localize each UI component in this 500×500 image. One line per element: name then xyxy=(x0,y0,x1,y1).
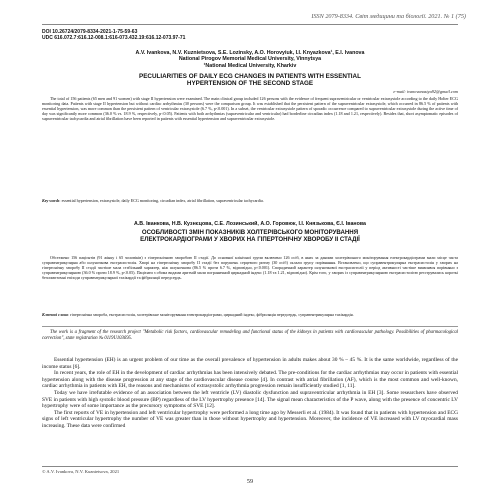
affiliation-2: ¹National Medical University, Kharkiv xyxy=(203,62,297,69)
article-identifiers xyxy=(42,29,458,42)
article-title-english xyxy=(42,73,458,88)
authors-ukrainian: А.В. Іванкова, Н.В. Кузнєцова, С.Е. Лозинський, А.О. Горовюк, І.І. Князькова, Є.І. Іванова xyxy=(134,221,366,227)
journal-issn-header: ISSN 2079-8334. Світ медицини та біології. 2021. № 1 (75) xyxy=(311,13,466,20)
keywords-en-text: : essential hypertension, extrasystole, daily ECG monitoring, circadian index, atrial fibrillation, supraventricular tachycardia. xyxy=(59,198,264,203)
keywords-en-label: Key words xyxy=(42,198,60,203)
title-en-line-1: PECULIARITIES OF DAILY ECG CHANGES IN PATIENTS WITH ESSENTIAL xyxy=(139,73,361,80)
keywords-ua-label: Ключові слова xyxy=(42,312,68,317)
title-en-line-2: HYPERTENSION OF THE SECOND STAGE xyxy=(186,80,314,88)
udc-line: UDC 616.072.7:616.12-008.1:616-073.432.19:616.12-073.97-71 xyxy=(42,35,186,42)
body-paragraph-4: The first reports of VE in hypertension and left ventricular hypertrophy were performed a long time ago by Messerli et al. (1984). It was found that in patients with hypertension and ECG signs of left ventricular hypertrophy the number of VE was greater than in those without hypertrophy and hypertension. Moreover, the incidence of VE increased with LV myocardial mass increasing. These data were confirmed xyxy=(42,409,458,429)
keywords-ua-text: : гіпертонічна хвороба, екстрасистолія, холтерівське моніторування електрокардіограми, циркадний індекс, фібриляція передсердь, суправентрикулярна тахікардія. xyxy=(67,312,354,317)
title-ua-line-2: ЕЛЕКТРОКАРДІОГРАМИ У ХВОРИХ НА ГІПЕРТОНІЧНУ ХВОРОБУ ІІ СТАДІЇ xyxy=(140,236,360,244)
research-project-note: The work is a fragment of the research project "Metabolic risk factors, cardiovascular remodeling and functional status of the kidneys in patients with cardiovascular pathology. Possibilities of pharmacological correction", state registration № 0119U103695. xyxy=(42,330,458,341)
copyright-notice: © A.V. Ivankova, N.V. Kuznietsova, 2021 xyxy=(42,469,120,474)
abstract-english: The total of 156 patients (65 men and 91 women) with stage II hypertension were examined. The main clinical group included 126 persons with the evidence of frequent supraventricular or ventricular extrasystole according to the daily Holter ECG monitoring data. Patients with stage II hypertension but without cardiac arrhythmias (30 persons) were the comparison group. It was established that the persistent pattern of the supraventricular extrasystole, which occurred in 86.5 % of patients with essential hypertension, was more common than the persistent pattern of ventricular extrasystole (6.7 %, p<0.001). In a subset, the ventricular extrasystole pattern of sporadic occurrence compared to supraventricular extrasystole during the active time of day was significantly more common (36.0 % vs. 18.9 %, respectively, p<0.05). Patients with both arrhythmias (supraventricular and ventricular) had borderline circadian index (1.18 and 1.21, respectively). Besides that, short asymptomatic episodes of supraventricular tachycardia and atrial fibrillation have been reported in patients with essential hypertension and supraventricular extrasystole. xyxy=(42,96,458,122)
affiliation-1: National Pirogov Memorial Medical University, Vinnytsya xyxy=(178,56,322,63)
body-paragraph-1: Essential hypertension (EH) is an urgent problem of our time as the overall prevalence of hypertension in adults makes about 30 % – 45 %. It is the same worldwide, regardless of the income status [6]. xyxy=(42,357,458,370)
title-ua-line-1: ОСОБЛИВОСТІ ЗМІН ПОКАЗНИКІВ ХОЛТЕРІВСЬКОГО МОНІТОРУВАННЯ xyxy=(141,229,359,236)
section-divider xyxy=(42,326,458,327)
contact-email: e-mail: ivanovanastya92@gmail.com xyxy=(393,89,458,94)
article-title-ukrainian xyxy=(42,229,458,243)
keywords-english xyxy=(42,198,458,203)
authors-english xyxy=(42,50,458,69)
doi-line: DOI 10.26724/2079-8334-2021-1-75-59-63 xyxy=(42,29,138,35)
page-number: 59 xyxy=(246,478,254,485)
header-divider xyxy=(42,24,458,25)
abstract-ukrainian: Обстежено 156 пацієнтів (91 жінку і 65 чоловіків) з гіпертонічною хворобою ІІ стадії. До основної клінічної групи включено 126 осіб, в яких за даними холтерівського моніторування електрокардіограми мали місце часта суправентрикулярна або шлуночкова екстрасистолія. Хворі на гіпертонічну хворобу ІІ стадії без порушень серцевого ритму (30 осіб) склали групу порівняння. Встановлено, що суправентрикулярна екстрасистолія у хворих на гіпертонічну хворобу ІІ стадії частіше мала стабільний характер, ніж шлуночкова (86.5 % проти 6.7 %, відповідно, p<0.001). Спорадичний характер шлуночкової екстрасистолії у період активності частіше виявлявся порівняно з суправентрикулярною (36.0 % проти 18.9 %, p<0.05). Пацієнти з обома видами аритмій мали пограничний циркадний індекс (1.18 та 1.21, відповідно). Крім того, у хворих із суправентрикулярною екстрасистолією реєструвались короткі безсимптомні епізоди суправентрикулярної тахікардії та фібриляції передсердь. xyxy=(42,255,458,281)
body-paragraph-2: In recent years, the role of EH in the development of cardiac arrhythmias has been intensively debated. The pre-conditions for the cardiac arrhythmias may occur in patients with essential hypertension along with the disease progression at any stage of the cardiovascular disease course [4]. In contrast with atrial fibrillation (AF), which is the most common and well-known, cardiac arrhythmia in patients with EH, the reasons and mechanisms of extrasystolic arrhythmia progression remain insufficiently studied [1, 11]. xyxy=(42,370,458,390)
body-paragraph-3: Today we have irrefutable evidence of an association between the left ventricle (LV) diastolic dysfunction and supraventricular arrhythmia in EH [3]. Some researchers have observed SVE in patients with high systolic blood pressure (BP) regardless of the LV hypertrophy presence [14]. The signal mean characteristics of the P wave, along with the presence of concentric LV hypertrophy were of some importance as the precursory symptoms of SVE [12]. xyxy=(42,389,458,410)
author-names-en: A.V. Ivankova, N.V. Kuznietsova, S.E. Lozinsky, A.O. Horovyiuk, I.I. Knyazkova¹, E.I. Ivanova xyxy=(135,50,365,56)
keywords-ukrainian xyxy=(42,312,458,317)
article-body xyxy=(42,357,458,430)
footer-divider xyxy=(42,466,458,467)
